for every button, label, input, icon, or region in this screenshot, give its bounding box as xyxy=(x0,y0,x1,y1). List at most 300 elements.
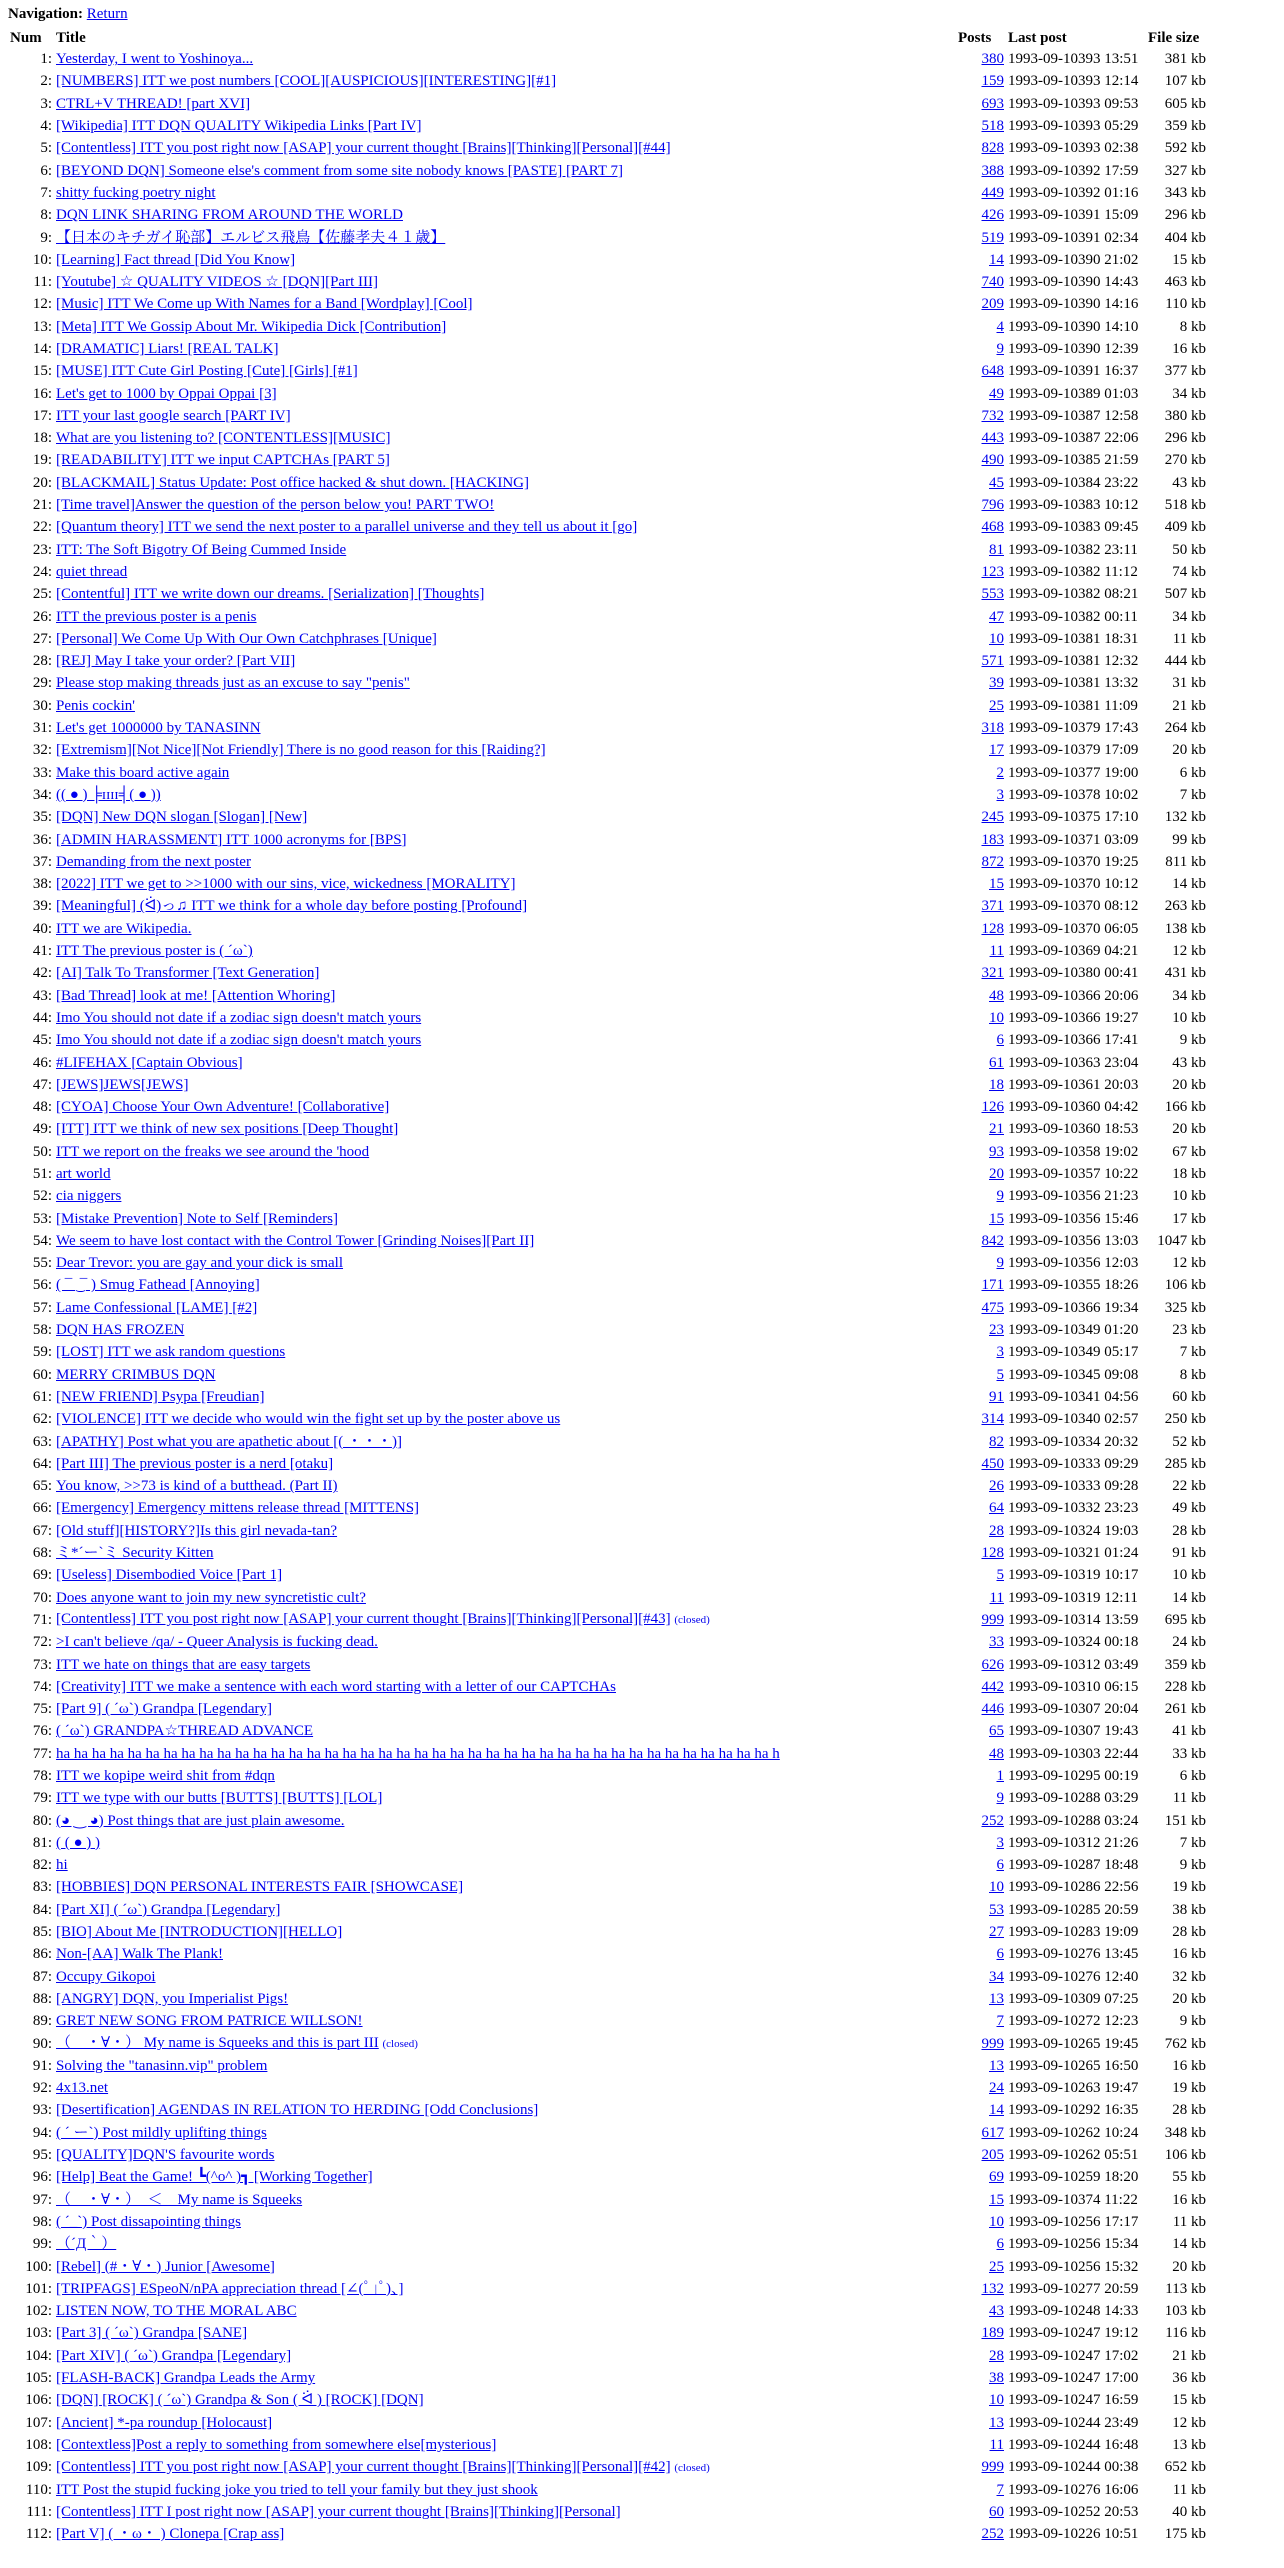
thread-posts-link[interactable]: 872 xyxy=(981,853,1004,870)
thread-file-size: 151 kb xyxy=(1164,1812,1206,1829)
thread-title-link[interactable]: [FLASH-BACK] Grandpa Leads the Army xyxy=(56,2370,316,2387)
thread-posts-link[interactable]: 159 xyxy=(981,73,1004,90)
thread-posts-link[interactable]: 15 xyxy=(989,876,1004,893)
thread-posts-link[interactable]: 43 xyxy=(989,2303,1004,2320)
thread-posts-link[interactable]: 82 xyxy=(989,1433,1004,1450)
thread-title-link[interactable]: [AI] Talk To Transformer [Text Generation] xyxy=(56,965,320,982)
thread-posts-link[interactable]: 519 xyxy=(981,229,1004,246)
thread-posts-link[interactable]: 475 xyxy=(981,1299,1004,1316)
thread-title-link[interactable]: ITT we are Wikipedia. xyxy=(56,920,192,937)
thread-title-link[interactable]: [Contentless] ITT you post right now [ASAP] your current thought [Brains][Thinking][Personal][#44] xyxy=(56,140,671,157)
thread-title-link[interactable]: Yesterday, I went to Yoshinoya... xyxy=(56,51,254,68)
thread-title-link[interactable]: LISTEN NOW, TO THE MORAL ABC xyxy=(56,2303,297,2320)
thread-posts-link[interactable]: 245 xyxy=(981,809,1004,826)
thread-posts-link[interactable]: 26 xyxy=(989,1478,1004,1495)
thread-title-link[interactable]: [Part XIV] ( ´ω`) Grandpa [Legendary] xyxy=(56,2347,292,2364)
thread-posts-link[interactable]: 53 xyxy=(989,1901,1004,1918)
thread-title-link[interactable]: （ ・∀・） ＜ My name is Squeeks xyxy=(56,2191,303,2208)
thread-posts-link[interactable]: 7 xyxy=(996,2013,1004,2030)
thread-title-link[interactable]: ITT we report on the freaks we see around the 'hood xyxy=(56,1143,370,1160)
thread-posts-link[interactable]: 171 xyxy=(981,1277,1004,1294)
thread-title-link[interactable]: [Desertification] AGENDAS IN RELATION TO HERDING [Odd Conclusions] xyxy=(56,2102,539,2119)
thread-posts-link[interactable]: 18 xyxy=(989,1076,1004,1093)
thread-posts-link[interactable]: 61 xyxy=(989,1054,1004,1071)
thread-title-link[interactable]: [Ancient] *-pa roundup [Holocaust] xyxy=(56,2414,273,2431)
thread-posts-link[interactable]: 183 xyxy=(981,831,1004,848)
thread-posts-cell xyxy=(956,1631,1006,1653)
thread-last-post: 1993-09-10392 01:16 xyxy=(1008,184,1139,201)
thread-title-link[interactable]: [QUALITY]DQN'S favourite words xyxy=(56,2147,275,2164)
thread-title-link[interactable]: ( ¯ ͜ ¯ ) Smug Fathead [Annoying] xyxy=(56,1277,260,1294)
thread-file-size: 6 kb xyxy=(1179,764,1206,781)
thread-posts-link[interactable]: 321 xyxy=(981,965,1004,982)
thread-title-link[interactable]: [NUMBERS] ITT we post numbers [COOL][AUSPICIOUS][INTERESTING][#1] xyxy=(56,73,557,90)
thread-title-link[interactable]: [HOBBIES] DQN PERSONAL INTERESTS FAIR [SHOWCASE] xyxy=(56,1879,464,1896)
thread-title-link[interactable]: [DQN] New DQN slogan [Slogan] [New] xyxy=(56,809,308,826)
thread-title-link[interactable]: [LOST] ITT we ask random questions xyxy=(56,1344,286,1361)
table-row xyxy=(8,1787,1208,1809)
thread-title-link[interactable]: [BIO] About Me [INTRODUCTION][HELLO] xyxy=(56,1924,343,1941)
thread-posts-link[interactable]: 64 xyxy=(989,1500,1004,1517)
thread-posts-link[interactable]: 9 xyxy=(996,1255,1004,1272)
thread-title-link[interactable]: ITT we hate on things that are easy targets xyxy=(56,1656,311,1673)
thread-title-cell xyxy=(54,984,956,1006)
thread-posts-link[interactable]: 93 xyxy=(989,1143,1004,1160)
thread-title-link[interactable]: DQN HAS FROZEN xyxy=(56,1322,185,1339)
thread-title-link[interactable]: [Mistake Prevention] Note to Self [Reminders] xyxy=(56,1210,339,1227)
thread-title-link[interactable]: [Help] Beat the Game! ┗(^o^ )┓ [Working Together] xyxy=(56,2169,373,2186)
thread-posts-link[interactable]: 11 xyxy=(989,2436,1004,2453)
thread-posts-link[interactable]: 490 xyxy=(981,452,1004,469)
thread-posts-link[interactable]: 446 xyxy=(981,1701,1004,1718)
thread-posts-link[interactable]: 740 xyxy=(981,274,1004,291)
thread-posts-link[interactable]: 48 xyxy=(989,1745,1004,1762)
thread-title-link[interactable]: 4x13.net xyxy=(56,2080,109,2097)
thread-last-post: 1993-09-10391 02:34 xyxy=(1008,229,1139,246)
thread-title-link[interactable]: [Bad Thread] look at me! [Attention Whoring] xyxy=(56,987,336,1004)
thread-number: 22: xyxy=(32,519,52,536)
thread-posts-cell xyxy=(956,2077,1006,2099)
thread-posts-link[interactable]: 128 xyxy=(981,920,1004,937)
thread-posts-cell xyxy=(956,249,1006,271)
table-row xyxy=(8,918,1208,940)
thread-posts-link[interactable]: 81 xyxy=(989,541,1004,558)
thread-title-cell xyxy=(54,873,956,895)
thread-posts-link[interactable]: 21 xyxy=(989,1121,1004,1138)
thread-title-cell xyxy=(54,204,956,226)
thread-title-link[interactable]: Occupy Gikopoi xyxy=(56,1968,156,1985)
thread-title-link[interactable]: [MUSE] ITT Cute Girl Posting [Cute] [Girls] [#1] xyxy=(56,363,358,380)
thread-posts-link[interactable]: 443 xyxy=(981,430,1004,447)
thread-title-link[interactable]: >I can't believe /qa/ - Queer Analysis is fucking dead. xyxy=(56,1634,378,1651)
thread-title-link[interactable]: [Youtube] ☆ QUALITY VIDEOS ☆ [DQN][Part III] xyxy=(56,274,378,291)
thread-posts-link[interactable]: 828 xyxy=(981,140,1004,157)
thread-posts-link[interactable]: 518 xyxy=(981,118,1004,135)
thread-title-link[interactable]: [Part V] ( ・ω・ ) Clonepa [Crap ass] xyxy=(56,2526,285,2543)
thread-posts-link[interactable]: 27 xyxy=(989,1924,1004,1941)
thread-posts-link[interactable]: 5 xyxy=(996,1567,1004,1584)
thread-posts-link[interactable]: 842 xyxy=(981,1232,1004,1249)
thread-posts-link[interactable]: 3 xyxy=(996,786,1004,803)
thread-posts-link[interactable]: 25 xyxy=(989,2258,1004,2275)
thread-title-link[interactable]: [NEW FRIEND] Psypa [Freudian] xyxy=(56,1388,265,1405)
thread-file-size: 15 kb xyxy=(1172,251,1206,268)
thread-title-link[interactable]: [BLACKMAIL] Status Update: Post office hacked & shut down. [HACKING] xyxy=(56,474,529,491)
thread-title-link[interactable]: [APATHY] Post what you are apathetic about [( ・・・)] xyxy=(56,1433,403,1450)
thread-posts-link[interactable]: 9 xyxy=(996,1790,1004,1807)
thread-last-post: 1993-09-10393 13:51 xyxy=(1008,51,1139,68)
thread-posts-link[interactable]: 450 xyxy=(981,1455,1004,1472)
thread-posts-link[interactable]: 732 xyxy=(981,407,1004,424)
thread-posts-cell xyxy=(956,2144,1006,2166)
thread-file-size: 74 kb xyxy=(1172,563,1206,580)
thread-title-link[interactable]: Lame Confessional [LAME] [#2] xyxy=(56,1299,258,1316)
thread-posts-link[interactable]: 999 xyxy=(981,1611,1004,1628)
thread-posts-link[interactable]: 468 xyxy=(981,519,1004,536)
thread-file-size: 28 kb xyxy=(1172,2102,1206,2119)
thread-number: 74: xyxy=(32,1678,52,1695)
thread-title-cell xyxy=(54,2434,956,2456)
thread-title-link[interactable]: Does anyone want to join my new syncretistic cult? xyxy=(56,1589,366,1606)
thread-posts-link[interactable]: 48 xyxy=(989,987,1004,1004)
thread-posts-link[interactable]: 1 xyxy=(996,1768,1004,1784)
thread-title-link[interactable]: [Personal] We Come Up With Our Own Catchphrases [Unique] xyxy=(56,630,437,647)
thread-title-link[interactable]: Please stop making threads just as an excuse to say "penis" xyxy=(56,675,410,692)
thread-posts-link[interactable]: 10 xyxy=(989,2213,1004,2230)
thread-posts-link[interactable]: 15 xyxy=(989,2191,1004,2208)
thread-posts-link[interactable]: 24 xyxy=(989,2080,1004,2097)
thread-title-link[interactable]: [Quantum theory] ITT we send the next poster to a parallel universe and they tell us about it [go] xyxy=(56,519,638,536)
thread-title-link[interactable]: [2022] ITT we get to >>1000 with our sins, vice, wickedness [MORALITY] xyxy=(56,876,516,893)
table-row xyxy=(8,70,1208,92)
thread-posts-link[interactable]: 388 xyxy=(981,162,1004,179)
thread-title-link[interactable]: [Old stuff][HISTORY?]Is this girl nevada-tan? xyxy=(56,1522,338,1539)
table-row xyxy=(8,316,1208,338)
table-row xyxy=(8,628,1208,650)
thread-title-link[interactable]: ( ´_`) Post dissapointing things xyxy=(56,2213,242,2230)
return-link[interactable]: Return xyxy=(86,6,128,22)
thread-title-link[interactable]: [CYOA] Choose Your Own Adventure! [Collaborative] xyxy=(56,1099,390,1116)
thread-posts-link[interactable]: 47 xyxy=(989,608,1004,625)
thread-posts-link[interactable]: 91 xyxy=(989,1388,1004,1405)
thread-posts-cell xyxy=(956,1564,1006,1586)
thread-posts-link[interactable]: 693 xyxy=(981,95,1004,112)
thread-posts-link[interactable]: 209 xyxy=(981,296,1004,313)
thread-posts-link[interactable]: 10 xyxy=(989,630,1004,647)
thread-title-link[interactable]: MERRY CRIMBUS DQN xyxy=(56,1366,216,1383)
thread-posts-link[interactable]: 11 xyxy=(989,943,1004,960)
thread-title-link[interactable]: Make this board active again xyxy=(56,764,230,781)
thread-posts-cell xyxy=(956,1676,1006,1698)
thread-title-link[interactable]: Let's get 1000000 by TANASINN xyxy=(56,720,261,737)
thread-posts-link[interactable]: 442 xyxy=(981,1678,1004,1695)
thread-posts-link[interactable]: 9 xyxy=(996,341,1004,357)
thread-title-link[interactable]: [DQN] [ROCK] ( ´ω`) Grandpa & Son ( ᐛ ) [ROCK] [DQN] xyxy=(56,2392,424,2409)
thread-number: 24: xyxy=(32,563,52,580)
thread-title-link[interactable]: ITT: The Soft Bigotry Of Being Cummed Inside xyxy=(56,541,347,558)
thread-number: 57: xyxy=(32,1299,52,1316)
thread-title-cell xyxy=(54,1832,956,1854)
thread-title-link[interactable]: (◕ ‿ ◕) Post things that are just plain awesome. xyxy=(56,1812,345,1829)
table-row xyxy=(8,1230,1208,1252)
thread-file-size: 652 kb xyxy=(1164,2459,1206,2476)
thread-number: 88: xyxy=(32,1990,52,2007)
thread-posts-link[interactable]: 426 xyxy=(981,207,1004,224)
thread-number: 89: xyxy=(32,2013,52,2030)
thread-title-link[interactable]: [Creativity] ITT we make a sentence with each word starting with a letter of our CAPTCHAs xyxy=(56,1678,616,1695)
thread-posts-link[interactable]: 553 xyxy=(981,586,1004,603)
thread-title-link[interactable]: [ANGRY] DQN, you Imperialist Pigs! xyxy=(56,1990,289,2007)
thread-posts-link[interactable]: 571 xyxy=(981,653,1004,670)
thread-posts-link[interactable]: 371 xyxy=(981,898,1004,915)
thread-posts-link[interactable]: 13 xyxy=(989,2414,1004,2431)
thread-title-link[interactable]: [READABILITY] ITT we input CAPTCHAs [PART 5] xyxy=(56,452,390,469)
thread-posts-cell xyxy=(956,2032,1006,2054)
thread-posts-link[interactable]: 34 xyxy=(989,1968,1004,1985)
thread-file-size: 17 kb xyxy=(1172,1210,1206,1227)
thread-last-post: 1993-09-10334 20:32 xyxy=(1008,1433,1139,1450)
thread-posts-link[interactable]: 2 xyxy=(996,764,1004,781)
thread-posts-link[interactable]: 11 xyxy=(989,1589,1004,1606)
thread-title-link[interactable]: ITT The previous poster is ( ´ω`) xyxy=(56,943,253,960)
thread-title-link[interactable]: [ITT] ITT we think of new sex positions [Deep Thought] xyxy=(56,1121,399,1138)
thread-title-link[interactable]: hi xyxy=(56,1857,68,1874)
thread-posts-link[interactable]: 14 xyxy=(989,2102,1004,2119)
thread-posts-link[interactable]: 69 xyxy=(989,2169,1004,2186)
thread-posts-link[interactable]: 10 xyxy=(989,2392,1004,2409)
thread-title-link[interactable]: cia niggers xyxy=(56,1188,122,1205)
thread-posts-link[interactable]: 25 xyxy=(989,697,1004,714)
thread-posts-link[interactable]: 648 xyxy=(981,363,1004,380)
thread-posts-link[interactable]: 65 xyxy=(989,1723,1004,1740)
thread-posts-link[interactable]: 5 xyxy=(996,1366,1004,1383)
thread-last-post: 1993-09-10375 17:10 xyxy=(1008,809,1139,826)
thread-title-link[interactable]: What are you listening to? [CONTENTLESS][MUSIC] xyxy=(56,430,391,447)
thread-title-cell xyxy=(54,1341,956,1363)
thread-posts-link[interactable]: 9 xyxy=(996,1188,1004,1205)
thread-title-link[interactable]: GRET NEW SONG FROM PATRICE WILLSON! xyxy=(56,2013,363,2030)
thread-last-post: 1993-09-10262 10:24 xyxy=(1008,2124,1139,2141)
thread-posts-link[interactable]: 449 xyxy=(981,184,1004,201)
thread-posts-link[interactable]: 252 xyxy=(981,2526,1004,2543)
thread-title-link[interactable]: [REJ] May I take your order? [Part VII] xyxy=(56,653,296,670)
thread-title-link[interactable]: [Meaningful] (ᐛ)っ♫ ITT we think for a whole day before posting [Profound] xyxy=(56,898,528,915)
thread-title-link[interactable]: ITT your last google search [PART IV] xyxy=(56,407,291,424)
thread-posts-link[interactable]: 626 xyxy=(981,1656,1004,1673)
thread-posts-link[interactable]: 10 xyxy=(989,1009,1004,1026)
thread-posts-link[interactable]: 45 xyxy=(989,474,1004,491)
thread-last-post: 1993-09-10226 10:51 xyxy=(1008,2526,1139,2543)
thread-posts-link[interactable]: 380 xyxy=(981,51,1004,68)
thread-title-link[interactable]: Imo You should not date if a zodiac sign doesn't match yours xyxy=(56,1032,422,1049)
thread-title-link[interactable]: [Part III] The previous poster is a nerd [otaku] xyxy=(56,1455,334,1472)
table-row xyxy=(8,1051,1208,1073)
thread-posts-link[interactable]: 205 xyxy=(981,2147,1004,2164)
thread-title-link[interactable]: ( ( ● ) ) xyxy=(56,1834,101,1851)
thread-posts-link[interactable]: 128 xyxy=(981,1545,1004,1562)
thread-title-link[interactable]: CTRL+V THREAD! [part XVI] xyxy=(56,95,251,112)
thread-title-link[interactable]: [Part 9] ( ´ω`) Grandpa [Legendary] xyxy=(56,1701,273,1718)
thread-title-link[interactable]: ha ha ha ha ha ha ha ha ha ha ha ha ha ha ha ha ha ha ha ha ha ha ha ha ha ha ha ha ha ha ha ha ha ha ha ha ha ha ha ha h xyxy=(56,1745,780,1762)
thread-title-link[interactable]: [VIOLENCE] ITT we decide who would win the fight set up by the poster above us xyxy=(56,1411,561,1428)
thread-posts-link[interactable]: 999 xyxy=(981,2035,1004,2052)
thread-posts-link[interactable]: 15 xyxy=(989,1210,1004,1227)
thread-posts-link[interactable]: 6 xyxy=(996,2236,1004,2253)
thread-number: 32: xyxy=(32,742,52,759)
thread-posts-link[interactable]: 126 xyxy=(981,1099,1004,1116)
thread-title-link[interactable]: 【日本のキチガイ恥部】エルビス飛鳥【佐藤孝夫４１歳】 xyxy=(56,229,446,246)
thread-title-link[interactable]: Demanding from the next poster xyxy=(56,853,251,870)
thread-posts-link[interactable]: 132 xyxy=(981,2280,1004,2297)
thread-title-link[interactable]: [Time travel]Answer the question of the person below you! PART TWO! xyxy=(56,497,495,514)
thread-title-cell xyxy=(54,1743,956,1765)
thread-title-link[interactable]: [Music] ITT We Come up With Names for a Band [Wordplay] [Cool] xyxy=(56,296,473,313)
thread-title-link[interactable]: [Meta] ITT We Gossip About Mr. Wikipedia Dick [Contribution] xyxy=(56,318,447,335)
thread-title-link[interactable]: #LIFEHAX [Captain Obvious] xyxy=(56,1054,243,1071)
thread-title-link[interactable]: [Part XI] ( ´ω`) Grandpa [Legendary] xyxy=(56,1901,281,1918)
thread-posts-link[interactable]: 14 xyxy=(989,251,1004,268)
thread-file-size: 34 kb xyxy=(1172,987,1206,1004)
thread-title-link[interactable]: Non-[AA] Walk The Plank! xyxy=(56,1946,223,1963)
thread-title-link[interactable]: art world xyxy=(56,1165,111,1182)
thread-title-link[interactable]: Let's get to 1000 by Oppai Oppai [3] xyxy=(56,385,277,402)
thread-title-link[interactable]: [Wikipedia] ITT DQN QUALITY Wikipedia Links [Part IV] xyxy=(56,118,422,135)
thread-title-link[interactable]: DQN LINK SHARING FROM AROUND THE WORLD xyxy=(56,207,403,224)
thread-title-link[interactable]: [Useless] Disembodied Voice [Part 1] xyxy=(56,1567,283,1584)
table-row xyxy=(8,1765,1208,1787)
table-row xyxy=(8,1943,1208,1965)
thread-posts-link[interactable]: 60 xyxy=(989,2503,1004,2520)
thread-posts-link[interactable]: 39 xyxy=(989,675,1004,692)
thread-title-cell xyxy=(54,115,956,137)
thread-posts-cell xyxy=(956,1163,1006,1185)
thread-title-link[interactable]: ( ´ω`) GRANDPA☆THREAD ADVANCE xyxy=(56,1723,314,1740)
thread-posts-link[interactable]: 318 xyxy=(981,720,1004,737)
table-row xyxy=(8,2055,1208,2077)
thread-posts-cell xyxy=(956,873,1006,895)
thread-title-link[interactable]: [Contextless]Post a reply to something from somewhere else[mysterious] xyxy=(56,2436,497,2453)
thread-title-cell xyxy=(54,851,956,873)
thread-number: 81: xyxy=(32,1834,52,1851)
thread-posts-link[interactable]: 28 xyxy=(989,2347,1004,2364)
thread-title-cell xyxy=(54,1854,956,1876)
thread-title-link[interactable]: （´Д｀） xyxy=(56,2236,117,2253)
thread-posts-cell xyxy=(956,48,1006,70)
table-row xyxy=(8,1586,1208,1608)
thread-posts-link[interactable]: 796 xyxy=(981,497,1004,514)
thread-title-link[interactable]: (( ● ) ╞ɪɪɪɪ╡( ● )) xyxy=(56,786,161,803)
thread-title-link[interactable]: [ADMIN HARASSMENT] ITT 1000 acronyms for [BPS] xyxy=(56,831,407,848)
thread-title-link[interactable]: [Contentless] ITT you post right now [ASAP] your current thought [Brains][Thinking][Personal][#43] xyxy=(56,1611,671,1628)
thread-posts-link[interactable]: 38 xyxy=(989,2370,1004,2387)
table-row xyxy=(8,405,1208,427)
thread-posts-link[interactable]: 6 xyxy=(996,1032,1004,1049)
thread-title-link[interactable]: ITT we type with our butts [BUTTS] [BUTTS] [LOL] xyxy=(56,1790,383,1807)
thread-title-link[interactable]: [Contentless] ITT I post right now [ASAP] your current thought [Brains][Thinking][Personal] xyxy=(56,2503,621,2520)
thread-file-size: 12 kb xyxy=(1172,1255,1206,1272)
thread-posts-link[interactable]: 17 xyxy=(989,742,1004,759)
thread-posts-link[interactable]: 189 xyxy=(981,2325,1004,2342)
thread-title-link[interactable]: [JEWS]JEWS[JEWS] xyxy=(56,1076,189,1093)
thread-title-link[interactable]: ITT we kopipe weird shit from #dqn xyxy=(56,1768,275,1784)
thread-title-link[interactable]: [TRIPFAGS] ESpeoN/nPA appreciation thread [∠(ﾟ｣ﾟ)、] xyxy=(56,2280,404,2297)
thread-title-link[interactable]: [Extremism][Not Nice][Not Friendly] There is no good reason for this [Raiding?] xyxy=(56,742,546,759)
thread-title-link[interactable]: [Rebel] (#・∀・) Junior [Awesome] xyxy=(56,2258,275,2275)
table-row xyxy=(8,2434,1208,2456)
thread-title-cell xyxy=(54,137,956,159)
thread-posts-link[interactable]: 4 xyxy=(996,318,1004,335)
thread-title-link[interactable]: Solving the "tanasinn.vip" problem xyxy=(56,2057,268,2074)
thread-title-link[interactable]: We seem to have lost contact with the Control Tower [Grinding Noises][Part II] xyxy=(56,1232,535,1249)
thread-posts-link[interactable]: 13 xyxy=(989,1990,1004,2007)
thread-posts-link[interactable]: 314 xyxy=(981,1411,1004,1428)
thread-file-size: 9 kb xyxy=(1179,1032,1206,1049)
thread-file-size: 31 kb xyxy=(1172,675,1206,692)
thread-posts-link[interactable]: 3 xyxy=(996,1834,1004,1851)
thread-posts-cell xyxy=(956,1876,1006,1898)
thread-title-link[interactable]: Penis cockin' xyxy=(56,697,135,714)
thread-posts-link[interactable]: 13 xyxy=(989,2057,1004,2074)
thread-title-link[interactable]: Imo You should not date if a zodiac sign doesn't match yours xyxy=(56,1009,422,1026)
thread-posts-link[interactable]: 252 xyxy=(981,1812,1004,1829)
thread-number: 11: xyxy=(33,274,52,291)
thread-posts-cell xyxy=(956,1074,1006,1096)
thread-title-link[interactable]: ミ*´ー`ミ Security Kitten xyxy=(56,1545,214,1562)
thread-title-cell xyxy=(54,1252,956,1274)
thread-title-link[interactable]: ITT the previous poster is a penis xyxy=(56,608,257,625)
thread-title-link[interactable]: （ ・∀・） My name is Squeeks and this is part III xyxy=(56,2035,379,2052)
thread-posts-cell xyxy=(956,940,1006,962)
thread-title-link[interactable]: [DRAMATIC] Liars! [REAL TALK] xyxy=(56,341,279,357)
thread-posts-cell xyxy=(956,1408,1006,1430)
thread-posts-link[interactable]: 23 xyxy=(989,1322,1004,1339)
thread-posts-link[interactable]: 10 xyxy=(989,1879,1004,1896)
thread-title-link[interactable]: [Emergency] Emergency mittens release thread [MITTENS] xyxy=(56,1500,420,1517)
thread-posts-link[interactable]: 49 xyxy=(989,385,1004,402)
thread-title-link[interactable]: [BEYOND DQN] Someone else's comment from some site nobody knows [PASTE] [PART 7] xyxy=(56,162,624,179)
thread-title-link[interactable]: quiet thread xyxy=(56,563,128,580)
thread-title-link[interactable]: shitty fucking poetry night xyxy=(56,184,216,201)
thread-posts-link[interactable]: 3 xyxy=(996,1344,1004,1361)
thread-posts-link[interactable]: 7 xyxy=(996,2481,1004,2498)
thread-posts-link[interactable]: 6 xyxy=(996,1946,1004,1963)
thread-title-link[interactable]: [Contentless] ITT you post right now [ASAP] your current thought [Brains][Thinking][Personal][#42] xyxy=(56,2458,671,2475)
table-row xyxy=(8,249,1208,271)
thread-title-link[interactable]: Dear Trevor: you are gay and your dick is small xyxy=(56,1255,344,1272)
thread-file-size: 20 kb xyxy=(1172,1076,1206,1093)
thread-title-link[interactable]: ITT Post the stupid fucking joke you tried to tell your family but they just shook xyxy=(56,2481,538,2498)
thread-posts-link[interactable]: 20 xyxy=(989,1165,1004,1182)
thread-posts-link[interactable]: 6 xyxy=(996,1857,1004,1874)
table-row xyxy=(8,895,1208,917)
thread-title-link[interactable]: [Learning] Fact thread [Did You Know] xyxy=(56,251,296,268)
thread-posts-link[interactable]: 33 xyxy=(989,1634,1004,1651)
thread-last-post: 1993-09-10381 13:32 xyxy=(1008,675,1139,692)
thread-number: 6: xyxy=(40,162,52,179)
thread-posts-link[interactable]: 123 xyxy=(981,563,1004,580)
thread-number: 52: xyxy=(32,1188,52,1205)
thread-title-link[interactable]: You know, >>73 is kind of a butthead. (Part II) xyxy=(56,1478,338,1495)
thread-title-link[interactable]: ( ´ ー`) Post mildly uplifting things xyxy=(56,2124,267,2141)
thread-number: 77: xyxy=(32,1745,52,1762)
thread-title-link[interactable]: [Part 3] ( ´ω`) Grandpa [SANE] xyxy=(56,2325,248,2342)
thread-title-link[interactable]: [Contentful] ITT we write down our dreams. [Serialization] [Thoughts] xyxy=(56,586,485,603)
thread-posts-cell xyxy=(956,605,1006,627)
thread-posts-link[interactable]: 28 xyxy=(989,1522,1004,1539)
thread-posts-link[interactable]: 999 xyxy=(981,2459,1004,2476)
thread-posts-link[interactable]: 617 xyxy=(981,2124,1004,2141)
thread-posts-cell xyxy=(956,1586,1006,1608)
